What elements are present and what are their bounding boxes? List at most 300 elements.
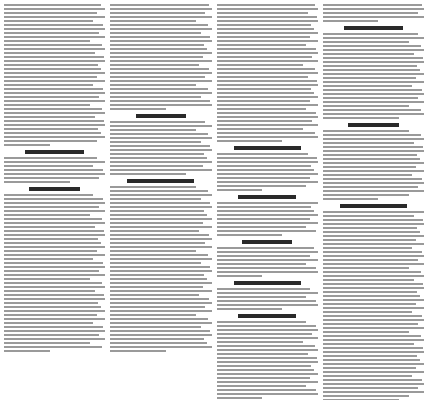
text-line <box>110 190 208 192</box>
text-line <box>4 250 97 252</box>
text-line <box>4 342 90 344</box>
text-line <box>217 48 316 50</box>
text-line <box>323 379 422 381</box>
text-line <box>4 177 99 179</box>
text-line <box>323 41 409 43</box>
text-line <box>323 255 424 257</box>
text-line <box>110 129 196 131</box>
text-line <box>217 72 318 74</box>
text-line <box>4 181 70 183</box>
text-line <box>4 132 101 134</box>
text-line <box>4 194 93 196</box>
text-line <box>323 359 420 361</box>
text-line <box>110 161 211 163</box>
notice-column-2 <box>110 4 211 400</box>
text-line <box>323 138 424 140</box>
text-line <box>217 251 318 253</box>
text-line <box>217 230 316 232</box>
text-line <box>4 274 105 276</box>
text-line <box>217 16 317 18</box>
text-line <box>110 330 210 332</box>
notice-block <box>217 146 318 191</box>
text-line <box>217 325 316 327</box>
text-line <box>4 140 97 142</box>
text-line <box>4 44 102 46</box>
text-line <box>4 330 105 332</box>
text-line <box>217 120 312 122</box>
text-line <box>110 40 211 42</box>
text-line <box>217 329 318 331</box>
text-line <box>323 247 412 249</box>
notice-block <box>4 4 105 146</box>
text-line <box>217 96 318 98</box>
text-line <box>217 271 318 273</box>
text-line <box>4 278 90 280</box>
text-line <box>323 223 424 225</box>
text-line <box>4 108 102 110</box>
text-line <box>110 100 210 102</box>
text-line <box>217 88 311 90</box>
text-line <box>4 96 99 98</box>
text-line <box>110 210 204 212</box>
text-line <box>4 64 98 66</box>
text-line <box>217 68 315 70</box>
text-line <box>4 173 105 175</box>
text-line <box>217 345 315 347</box>
text-line <box>4 76 97 78</box>
text-line <box>110 310 211 312</box>
text-line <box>217 24 311 26</box>
text-line <box>110 145 210 147</box>
text-line <box>110 4 209 6</box>
text-line <box>110 306 205 308</box>
text-line <box>4 198 103 200</box>
text-line <box>110 125 211 127</box>
text-line <box>4 334 99 336</box>
text-line <box>323 33 418 35</box>
text-line <box>217 296 306 298</box>
text-line <box>110 198 201 200</box>
text-line <box>217 361 318 363</box>
text-line <box>4 314 97 316</box>
text-line <box>110 16 211 18</box>
text-line <box>323 295 420 297</box>
text-line <box>323 73 424 75</box>
text-line <box>110 278 207 280</box>
text-line <box>217 365 311 367</box>
text-line <box>4 322 93 324</box>
text-line <box>323 383 424 385</box>
text-line <box>217 397 263 399</box>
text-line <box>323 4 422 6</box>
notice-block <box>323 123 424 200</box>
text-line <box>4 104 90 106</box>
text-line <box>4 40 90 42</box>
text-line <box>4 242 101 244</box>
text-line <box>110 72 211 74</box>
text-line <box>323 215 414 217</box>
text-line <box>217 104 318 106</box>
text-line <box>323 375 412 377</box>
text-line <box>4 28 105 30</box>
notice-block <box>110 4 211 110</box>
text-line <box>110 165 203 167</box>
text-line <box>110 302 211 304</box>
text-line <box>217 173 318 175</box>
text-line <box>323 190 424 192</box>
notice-heading <box>340 204 407 208</box>
text-line <box>217 206 311 208</box>
text-line <box>4 120 104 122</box>
text-line <box>323 8 424 10</box>
text-line <box>323 97 418 99</box>
text-line <box>4 88 103 90</box>
text-line <box>217 157 317 159</box>
text-line <box>110 206 211 208</box>
text-line <box>110 286 203 288</box>
notice-column-3 <box>217 4 318 400</box>
text-line <box>323 275 424 277</box>
text-line <box>4 60 105 62</box>
text-line <box>217 76 308 78</box>
text-line <box>217 52 318 54</box>
text-line <box>110 32 201 34</box>
notice-heading <box>127 179 194 183</box>
notice-block <box>323 204 424 400</box>
text-line <box>217 80 317 82</box>
notice-heading <box>238 314 297 318</box>
text-line <box>323 105 409 107</box>
notice-block <box>217 314 318 399</box>
text-line <box>323 81 424 83</box>
text-line <box>323 61 424 63</box>
text-line <box>217 353 308 355</box>
text-line <box>323 219 423 221</box>
text-line <box>4 136 105 138</box>
text-line <box>217 177 310 179</box>
text-line <box>323 327 424 329</box>
text-line <box>4 161 105 163</box>
text-line <box>110 314 196 316</box>
text-line <box>110 48 207 50</box>
text-line <box>110 169 211 171</box>
text-line <box>110 173 186 175</box>
text-line <box>217 161 318 163</box>
text-line <box>110 346 211 348</box>
text-line <box>323 367 416 369</box>
notice-block <box>110 114 211 175</box>
text-line <box>217 44 306 46</box>
text-line <box>323 12 418 14</box>
text-line <box>323 211 424 213</box>
text-line <box>217 381 318 383</box>
text-line <box>110 56 203 58</box>
text-line <box>110 222 203 224</box>
text-line <box>323 315 422 317</box>
text-line <box>323 323 418 325</box>
notice-heading <box>242 240 293 244</box>
text-line <box>110 282 211 284</box>
text-line <box>323 395 409 397</box>
text-line <box>323 331 409 333</box>
text-line <box>323 251 422 253</box>
text-line <box>110 338 204 340</box>
text-line <box>217 140 283 142</box>
text-line <box>4 306 101 308</box>
text-line <box>217 321 306 323</box>
text-line <box>110 121 205 123</box>
text-line <box>323 178 422 180</box>
text-line <box>217 169 314 171</box>
text-line <box>110 266 210 268</box>
text-line <box>4 234 105 236</box>
text-line <box>110 234 209 236</box>
text-line <box>217 214 318 216</box>
text-line <box>4 92 105 94</box>
notice-column-1 <box>4 4 105 400</box>
text-line <box>110 108 166 110</box>
text-line <box>323 243 424 245</box>
text-line <box>4 346 102 348</box>
text-line <box>217 369 314 371</box>
text-line <box>110 92 211 94</box>
text-line <box>110 52 211 54</box>
notice-block <box>4 150 105 183</box>
text-line <box>110 60 211 62</box>
text-line <box>110 250 196 252</box>
text-line <box>4 266 105 268</box>
text-line <box>4 128 98 130</box>
text-line <box>217 32 318 34</box>
text-line <box>110 202 210 204</box>
text-line <box>217 84 318 86</box>
text-line <box>110 270 211 272</box>
text-line <box>323 198 379 200</box>
text-line <box>4 338 105 340</box>
notice-heading <box>348 123 399 127</box>
text-line <box>217 385 306 387</box>
text-line <box>217 389 316 391</box>
text-line <box>323 166 416 168</box>
text-line <box>217 92 314 94</box>
notice-block <box>217 281 318 310</box>
text-line <box>323 347 423 349</box>
text-line <box>4 20 93 22</box>
text-line <box>323 303 416 305</box>
text-line <box>323 146 423 148</box>
text-line <box>110 290 211 292</box>
text-line <box>110 262 201 264</box>
text-line <box>110 28 211 30</box>
text-line <box>110 254 208 256</box>
text-line <box>323 154 417 156</box>
notice-block <box>217 4 318 142</box>
notice-heading <box>234 146 301 150</box>
text-line <box>110 84 196 86</box>
text-line <box>110 342 207 344</box>
text-line <box>323 69 420 71</box>
text-line <box>323 283 423 285</box>
text-line <box>217 288 310 290</box>
text-line <box>323 109 421 111</box>
text-line <box>4 290 95 292</box>
text-line <box>217 108 306 110</box>
text-line <box>217 36 310 38</box>
text-line <box>217 300 316 302</box>
text-line <box>323 37 424 39</box>
text-line <box>217 393 318 395</box>
text-line <box>323 371 424 373</box>
text-line <box>110 80 211 82</box>
text-line <box>323 335 421 337</box>
text-line <box>217 165 311 167</box>
text-line <box>4 4 101 6</box>
text-line <box>217 153 308 155</box>
text-line <box>323 287 424 289</box>
text-line <box>110 20 196 22</box>
text-line <box>4 202 105 204</box>
text-line <box>323 319 424 321</box>
text-line <box>217 136 318 138</box>
text-line <box>323 231 420 233</box>
text-line <box>323 307 424 309</box>
text-line <box>323 339 424 341</box>
text-line <box>110 214 207 216</box>
text-line <box>323 142 414 144</box>
text-line <box>323 271 421 273</box>
text-line <box>217 60 318 62</box>
text-line <box>4 282 102 284</box>
text-line <box>110 149 211 151</box>
text-line <box>110 76 205 78</box>
text-line <box>217 255 310 257</box>
text-line <box>110 137 211 139</box>
text-line <box>323 130 409 132</box>
text-line <box>323 20 379 22</box>
text-line <box>217 20 318 22</box>
text-line <box>110 258 211 260</box>
text-line <box>110 218 211 220</box>
text-line <box>323 170 424 172</box>
text-line <box>4 169 103 171</box>
text-line <box>323 279 414 281</box>
text-line <box>217 56 312 58</box>
text-line <box>110 274 204 276</box>
text-line <box>217 132 315 134</box>
text-line <box>4 318 105 320</box>
text-line <box>217 100 310 102</box>
text-line <box>323 93 424 95</box>
text-line <box>323 194 409 196</box>
notice-block <box>110 179 211 352</box>
text-line <box>323 45 421 47</box>
text-line <box>110 226 211 228</box>
text-line <box>4 84 93 86</box>
text-line <box>323 186 418 188</box>
text-line <box>217 112 316 114</box>
text-line <box>217 222 318 224</box>
text-line <box>4 100 105 102</box>
text-line <box>217 333 312 335</box>
text-line <box>217 8 318 10</box>
text-line <box>110 322 211 324</box>
text-line <box>110 64 199 66</box>
text-line <box>323 117 399 119</box>
notice-block <box>323 4 424 22</box>
text-line <box>4 112 105 114</box>
text-line <box>4 326 103 328</box>
text-line <box>217 226 306 228</box>
text-line <box>4 157 97 159</box>
text-line <box>217 308 283 310</box>
text-line <box>323 101 424 103</box>
text-line <box>323 391 424 393</box>
text-line <box>217 185 306 187</box>
text-line <box>4 56 104 58</box>
text-line <box>110 298 209 300</box>
text-line <box>217 337 318 339</box>
text-line <box>4 80 105 82</box>
text-line <box>110 133 208 135</box>
text-line <box>110 294 199 296</box>
text-line <box>4 302 98 304</box>
text-line <box>323 227 417 229</box>
text-line <box>110 153 204 155</box>
text-line <box>217 341 303 343</box>
text-line <box>4 165 93 167</box>
text-line <box>110 96 201 98</box>
notice-heading <box>25 150 84 154</box>
text-line <box>4 16 105 18</box>
text-line <box>110 186 196 188</box>
text-line <box>323 267 409 269</box>
text-line <box>110 326 201 328</box>
text-line <box>4 298 105 300</box>
text-line <box>217 267 316 269</box>
text-line <box>217 373 318 375</box>
text-line <box>217 128 303 130</box>
text-line <box>4 124 105 126</box>
text-line <box>323 134 421 136</box>
text-line <box>110 157 207 159</box>
text-line <box>323 162 424 164</box>
text-line <box>217 12 308 14</box>
text-line <box>4 68 101 70</box>
text-line <box>323 77 416 79</box>
text-line <box>4 238 98 240</box>
text-line <box>110 350 166 352</box>
text-line <box>4 210 105 212</box>
text-line <box>323 239 416 241</box>
text-line <box>323 182 424 184</box>
text-line <box>217 124 318 126</box>
notice-block <box>4 187 105 352</box>
text-line <box>4 32 99 34</box>
text-line <box>217 64 303 66</box>
text-line <box>4 294 104 296</box>
text-line <box>110 24 208 26</box>
text-line <box>4 206 99 208</box>
text-line <box>110 141 201 143</box>
text-line <box>323 235 424 237</box>
text-line <box>217 40 318 42</box>
text-line <box>323 57 423 59</box>
text-line <box>110 104 211 106</box>
text-line <box>4 12 97 14</box>
text-line <box>4 254 105 256</box>
text-line <box>4 214 90 216</box>
text-line <box>4 222 105 224</box>
